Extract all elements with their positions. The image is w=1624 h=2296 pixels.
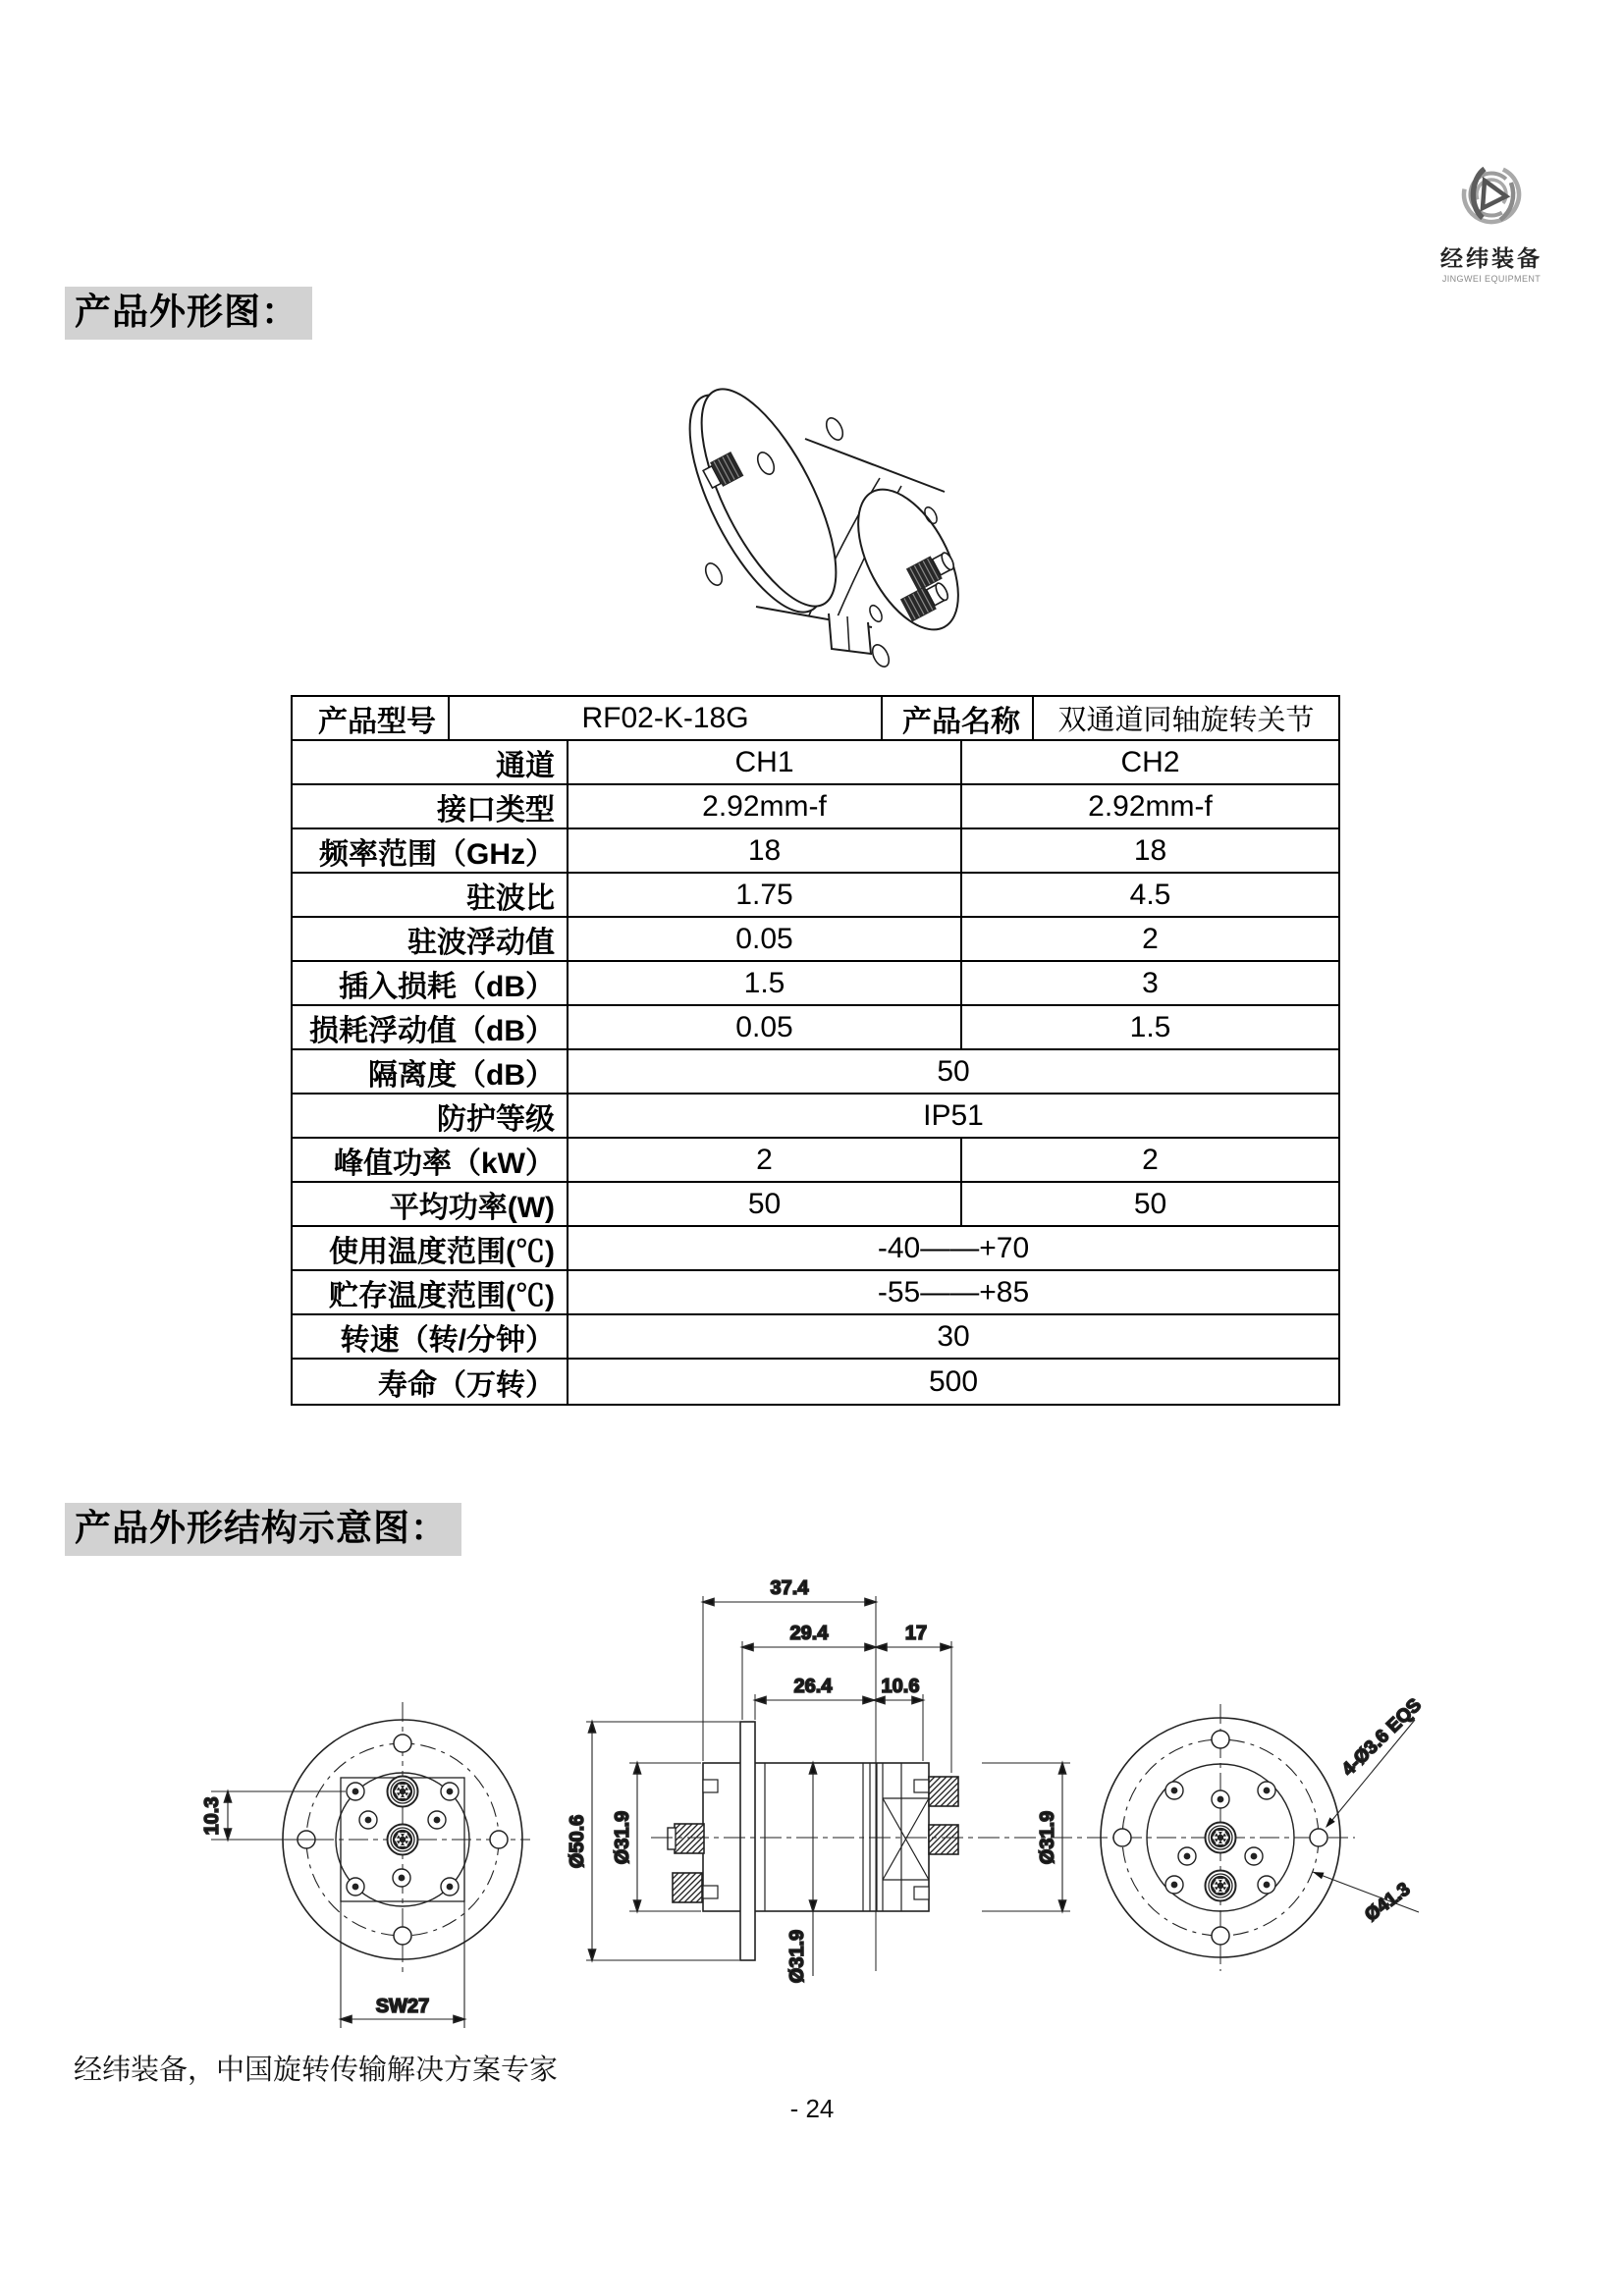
spec-label: 隔离度（dB） [293,1050,568,1093]
dim-flange-dia: Ø50.6 [567,1814,588,1869]
spec-value-ch1: 0.05 [568,918,962,960]
spec-row [293,874,1338,918]
spec-value-ch1: 18 [568,829,962,872]
spec-value-ch2: 3 [1142,966,1159,999]
spec-value-ch1: 2 [568,1139,962,1181]
model-value: RF02-K-18G [450,697,883,739]
side-section-view [567,1577,1090,1983]
footer-slogan: 经纬装备，中国旋转传输解决方案专家 [74,2055,559,2086]
spec-value-ch2: 2 [1142,1143,1159,1176]
dim-body-dia-left: Ø31.9 [612,1810,633,1865]
name-value: 双通道同轴旋转关节 [1057,705,1315,736]
dim-body-length: 29.4 [789,1623,829,1644]
spec-value-ch1: 50 [568,1183,962,1225]
spec-row [293,962,1338,1006]
spec-row [293,741,1338,785]
structure-section-title: 产品外形结构示意图： [65,1503,461,1556]
spec-value-ch1: 1.5 [568,962,962,1004]
logo-emblem-icon [1434,157,1549,234]
spec-value-ch1: CH1 [568,741,962,783]
spec-label: 贮存温度范围(℃) [293,1271,568,1313]
spec-table [291,695,1340,1406]
spec-row [293,1050,1338,1095]
spec-label: 频率范围（GHz） [293,829,568,872]
spec-value-ch1: 2.92mm-f [568,785,962,828]
spec-label: 防护等级 [293,1095,568,1137]
note-mounting-holes: 4-Ø3.6 EQS [1337,1694,1426,1781]
spec-label: 插入损耗（dB） [293,962,568,1004]
spec-label: 驻波浮动值 [293,918,568,960]
spec-value-merged: 30 [937,1319,970,1353]
dim-body-dia-right: Ø31.9 [1037,1810,1058,1865]
dim-right-length: 17 [904,1623,928,1644]
logo-brand-cn: 经纬装备 [1440,245,1543,271]
dim-offset: 10.3 [201,1796,223,1836]
product-isometric-figure [619,368,1031,682]
spec-value-merged: 500 [928,1364,979,1398]
spec-row [293,785,1338,829]
dim-inner-length: 26.4 [793,1676,833,1697]
spec-row [293,829,1338,874]
spec-header-row [293,697,1338,741]
spec-label: 接口类型 [293,785,568,828]
spec-label: 使用温度范围(℃) [293,1227,568,1269]
spec-value-ch2: 2.92mm-f [1088,789,1213,823]
spec-value-ch2: 4.5 [1129,878,1171,911]
front-flange-view [201,1702,530,2028]
spec-value-ch2: 2 [1142,922,1159,955]
company-logo [1434,157,1549,284]
spec-row [293,918,1338,962]
spec-value-ch2: 50 [1133,1187,1167,1220]
rear-view [1088,1695,1426,1971]
spec-row [293,1006,1338,1050]
logo-brand-en: JINGWEI EQUIPMENT [1441,274,1542,284]
spec-value-merged: 50 [937,1054,970,1088]
spec-row [293,1139,1338,1183]
spec-row [293,1095,1338,1139]
spec-row [293,1183,1338,1227]
spec-label: 峰值功率（kW） [293,1139,568,1181]
spec-value-ch2: CH2 [1120,745,1180,778]
spec-value-merged: -40——+70 [877,1231,1030,1264]
spec-value-ch1: 0.05 [568,1006,962,1048]
spec-label: 驻波比 [293,874,568,916]
spec-value-merged: IP51 [923,1098,984,1132]
spec-label: 通道 [293,741,568,783]
spec-row [293,1227,1338,1271]
spec-value-ch2: 18 [1133,833,1167,867]
model-label: 产品型号 [293,697,450,739]
name-label: 产品名称 [883,697,1034,739]
dim-bolt-circle: Ø41.3 [1361,1879,1415,1926]
appearance-section-title: 产品外形图： [65,287,312,340]
dim-body-dia-mid: Ø31.9 [786,1929,808,1984]
dim-total-length: 37.4 [770,1577,809,1599]
spec-row [293,1360,1338,1404]
page-number: - 24 [789,2094,835,2123]
spec-value-ch1: 1.75 [568,874,962,916]
spec-value-ch2: 1.5 [1129,1010,1171,1043]
dim-tail-length: 10.6 [881,1676,920,1697]
dim-wrench: SW27 [375,1996,430,2017]
spec-label: 损耗浮动值（dB） [293,1006,568,1048]
spec-value-merged: -55——+85 [877,1275,1030,1308]
spec-label: 平均功率(W) [293,1183,568,1225]
spec-row [293,1271,1338,1315]
technical-drawing [137,1561,1571,2052]
spec-label: 转速（转/分钟） [293,1315,568,1358]
spec-row [293,1315,1338,1360]
spec-label: 寿命（万转） [293,1360,568,1404]
